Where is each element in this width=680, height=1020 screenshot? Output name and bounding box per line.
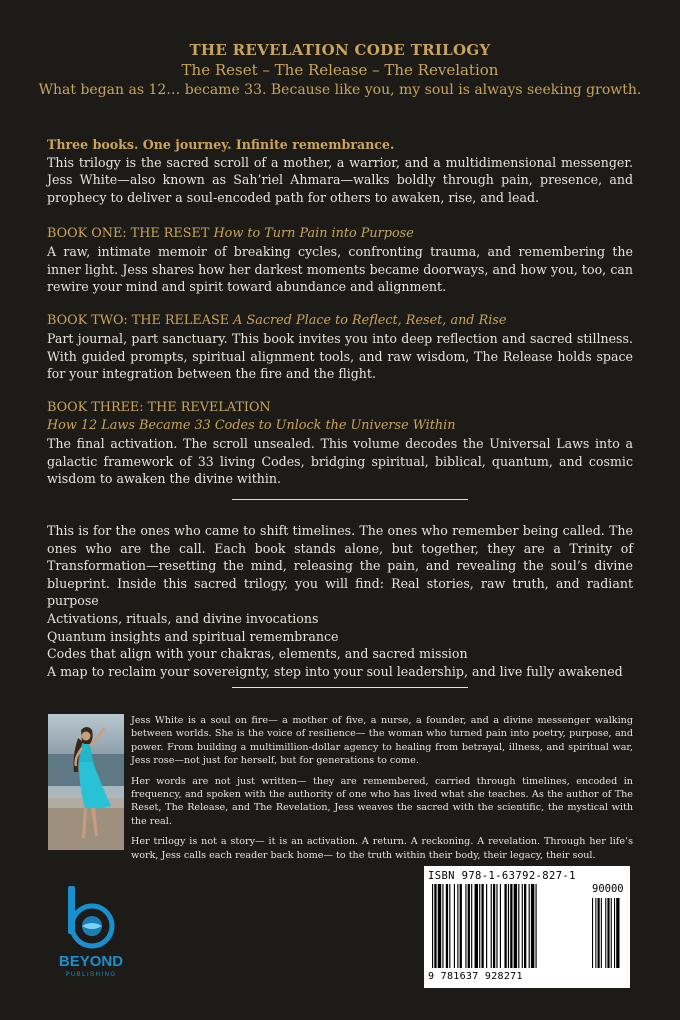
book-one-heading [47, 225, 633, 243]
ones-section [47, 522, 633, 680]
ones-line-4: A map to reclaim your sovereignty, step into your soul leadership, and live fully awakened [47, 663, 623, 679]
divider-1 [232, 499, 468, 500]
divider-2 [232, 687, 468, 688]
barcode-bar [465, 884, 466, 968]
barcode-bar [432, 884, 433, 968]
book-two-label: BOOK TWO: THE RELEASE [47, 313, 230, 328]
barcode-bar [434, 884, 436, 968]
barcode-bar [524, 884, 526, 968]
addon-bar [616, 898, 619, 968]
book-three-text: The final activation. The scroll unsealed. This volume decodes the Universal Laws into a galactic framework of 33 living Codes, bridging spiritual, biblical, quantum, and cosmic wisdom to awaken the divine within. [47, 436, 633, 487]
barcode-bar [481, 884, 483, 968]
addon-bar [598, 898, 600, 968]
barcode-bar [491, 884, 492, 968]
ones-line-3: Codes that align with your chakras, elements, and sacred mission [47, 646, 468, 662]
addon-bar [601, 898, 602, 968]
book-three-subtitle: How 12 Laws Became 33 Codes to Unlock the Universe Within [47, 418, 456, 433]
publisher-name: BEYOND [58, 953, 124, 970]
barcode-bar [468, 884, 470, 968]
addon-bar [595, 898, 596, 968]
barcode-bar [508, 884, 509, 968]
barcode-bar [536, 884, 537, 968]
intro-heading: Three books. One journey. Infinite remembrance. [47, 137, 395, 152]
intro-text: This trilogy is the sacred scroll of a mother, a warrior, and a multidimensional messenger. Jess White—also known as Sah’riel Ahmara—walks boldly through pain, presence, and prophecy to deliver a soul-encoded path for others to awaken, rise, and lead. [47, 154, 633, 205]
trilogy-title: THE REVELATION CODE TRILOGY [189, 41, 491, 59]
barcode-bar [479, 884, 480, 968]
bio-paragraph-1: Jess White is a soul on fire— a mother of five, a nurse, a founder, and a divine messenger walking between worlds. She is the voice of resilience— the woman who turned pain into poetry, purpose, and power. From building a multimillion-dollar agency to healing from betrayal, illness, and spiritual war, Jess rose—not just for herself, but for generations to come. [131, 715, 633, 767]
addon-bar [614, 898, 615, 968]
author-photo [48, 714, 124, 850]
barcode-bar [510, 884, 512, 968]
barcode-bar [493, 884, 495, 968]
addon-bar [607, 898, 609, 968]
isbn-addon: 90000 [592, 883, 624, 895]
book-two-text: Part journal, part sanctuary. This book invites you into deep reflection and sacred stillness. With guided prompts, spiritual alignment tools, and raw wisdom, The Release holds space for your integration between the fire and the flight. [47, 331, 633, 382]
cover-header [0, 40, 680, 100]
bio-paragraph-3: Her trilogy is not a story— it is an activation. A return. A reckoning. A revelation. Through her life’s work, Jess calls each reader back home— to the truth within their body, their legacy, their soul. [131, 836, 633, 861]
book-two-heading [47, 312, 633, 330]
intro-section [47, 136, 633, 206]
publisher-sub: PUBLISHING [65, 972, 117, 978]
barcode-bar [518, 884, 519, 968]
bio-paragraph-2: Her words are not just written— they are remembered, carried through timelines, encoded in frequency, and spoken with the authority of one who has lived what she teaches. As the author of The Reset, The Release, and The Revelation, Jess weaves the sacred with the scientific, the mystical with the real. [131, 775, 633, 827]
barcode-bar [500, 884, 501, 968]
beyond-logo-icon [48, 880, 134, 980]
ones-line-2: Quantum insights and spiritual remembrance [47, 628, 339, 644]
book-one-label: BOOK ONE: THE RESET [47, 226, 210, 241]
book-one-text: A raw, intimate memoir of breaking cycles, confronting trauma, and remembering the inner light. Jess shares how her darkest moments became doorways, and how you, too, can rewire your mind and spirit toward abundance and alignment. [47, 244, 633, 295]
book-one-subtitle: How to Turn Pain into Purpose [213, 226, 414, 241]
barcode-bars [424, 866, 630, 988]
barcode-bar [454, 884, 455, 968]
barcode-bar [471, 884, 472, 968]
trilogy-tagline: What began as 12… became 33. Because like you, my soul is always seeking growth. [38, 82, 642, 98]
barcode-bar [457, 884, 458, 968]
barcode-bar [522, 884, 523, 968]
addon-bar [592, 898, 593, 968]
barcode-bar [486, 884, 487, 968]
barcode-bar [460, 884, 462, 968]
barcode-bar [514, 884, 517, 968]
isbn-line: ISBN 978-1-63792-827-1 [428, 870, 576, 882]
publisher-logo [48, 880, 134, 980]
author-photo-image [48, 714, 124, 850]
book-one-section [47, 225, 633, 296]
book-two-subtitle: A Sacred Place to Reflect, Reset, and Rise [233, 313, 507, 328]
addon-bar [605, 898, 606, 968]
addon-bar [611, 898, 612, 968]
barcode-bar [438, 884, 441, 968]
barcode-bar [496, 884, 497, 968]
barcode-bar [529, 884, 530, 968]
barcode-bar [475, 884, 478, 968]
barcode-bar [504, 884, 506, 968]
isbn-digits: 9 781637 928271 [428, 971, 523, 982]
barcode-bar [449, 884, 450, 968]
ones-line-1: Activations, rituals, and divine invocations [47, 610, 319, 626]
book-two-section [47, 312, 633, 383]
barcode-bar [531, 884, 534, 968]
isbn-barcode [424, 866, 630, 988]
book-three-label: BOOK THREE: THE REVELATION [47, 400, 271, 415]
barcode-bar [442, 884, 443, 968]
ones-paragraph: This is for the ones who came to shift timelines. The ones who remember being called. The ones who are the call. Each book stands alone, but together, they are a Trinity of Transformation—resetting the mind, releasing the pain, and revealing the soul’s divine blueprint. Inside this sacred trilogy, you will find: Real stories, raw truth, and radiant purpose [47, 523, 633, 609]
book-three-section [47, 399, 633, 488]
trilogy-subtitle: The Reset – The Release – The Revelation [181, 61, 499, 79]
author-bio [131, 714, 633, 869]
barcode-bar [446, 884, 448, 968]
